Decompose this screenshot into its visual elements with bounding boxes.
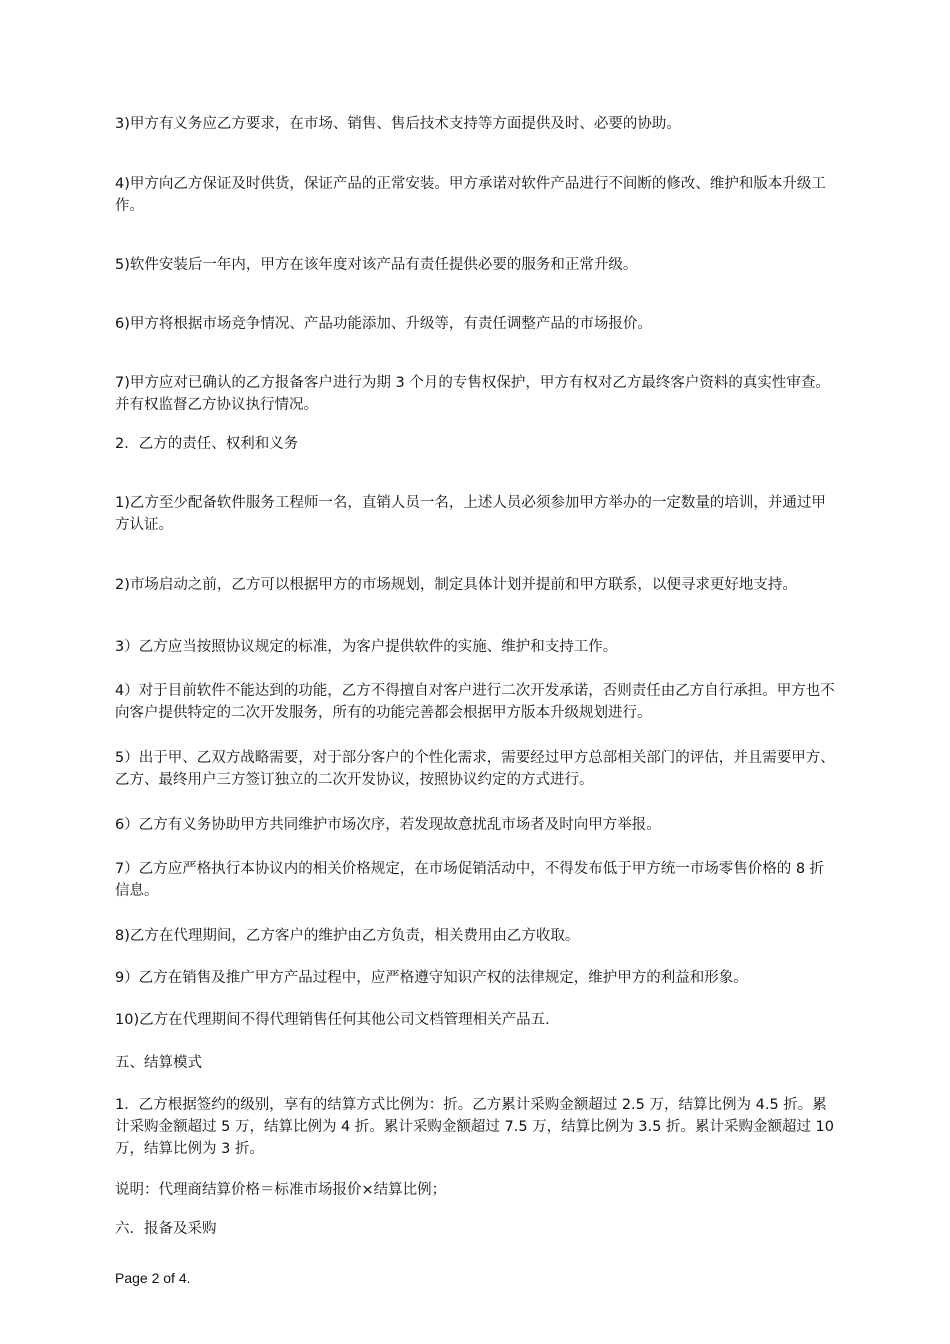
paragraph-party-a-6: 6)甲方将根据市场竞争情况、产品功能添加、升级等，有责任调整产品的市场报价。 <box>115 316 652 332</box>
paragraph-party-b-6: 6）乙方有义务协助甲方共同维护市场次序，若发现故意扰乱市场者及时向甲方举报。 <box>115 817 661 833</box>
paragraph-settlement-note: 说明：代理商结算价格＝标准市场报价×结算比例； <box>115 1182 447 1198</box>
paragraph-party-a-3: 3)甲方有义务应乙方要求，在市场、销售、售后技术支持等方面提供及时、必要的协助。 <box>115 116 681 132</box>
paragraph-party-b-4: 4）对于目前软件不能达到的功能，乙方不得擅自对客户进行二次开发承诺，否则责任由乙方自行承担。甲方也不向客户提供特定的二次开发服务，所有的功能完善都会根据甲方版本升级规划进行。 <box>115 683 835 721</box>
paragraph-party-b-1: 1)乙方至少配备软件服务工程师一名，直销人员一名，上述人员必须参加甲方举办的一定数量的培训，并通过甲方认证。 <box>115 495 826 533</box>
paragraph-party-a-7: 7)甲方应对已确认的乙方报备客户进行为期 3 个月的专售权保护，甲方有权对乙方最终客户资料的真实性审查。并有权监督乙方协议执行情况。 <box>115 375 830 413</box>
paragraph-settlement-1: 1．乙方根据签约的级别，享有的结算方式比例为：折。乙方累计采购金额超过 2.5 万，结算比例为 4.5 折。累计采购金额超过 5 万，结算比例为 4 折。累计采购金额超过 7.5 万，结算比例为 3.5 折。累计采购金额超过 10 万，结算比例为 3 折。 <box>115 1097 834 1157</box>
paragraph-party-b-9: 9）乙方在销售及推广甲方产品过程中，应严格遵守知识产权的法律规定，维护甲方的利益和形象。 <box>115 970 748 986</box>
paragraph-party-b-2: 2)市场启动之前，乙方可以根据甲方的市场规划，制定具体计划并提前和甲方联系，以便寻求更好地支持。 <box>115 577 797 593</box>
page-number-footer: Page 2 of 4. <box>115 1270 191 1286</box>
section-heading-reporting: 六．报备及采购 <box>115 1221 217 1237</box>
paragraph-party-b-10: 10)乙方在代理期间不得代理销售任何其他公司文档管理相关产品五． <box>115 1012 560 1028</box>
paragraph-party-a-5: 5)软件安装后一年内，甲方在该年度对该产品有责任提供必要的服务和正常升级。 <box>115 257 638 273</box>
paragraph-party-b-3: 3）乙方应当按照协议规定的标准，为客户提供软件的实施、维护和支持工作。 <box>115 639 618 655</box>
section-heading-party-b: 2．乙方的责任、权利和义务 <box>115 436 299 452</box>
paragraph-party-b-7: 7）乙方应严格执行本协议内的相关价格规定，在市场促销活动中，不得发布低于甲方统一市场零售价格的 8 折信息。 <box>115 861 825 899</box>
paragraph-party-b-8: 8)乙方在代理期间，乙方客户的维护由乙方负责，相关费用由乙方收取。 <box>115 928 580 944</box>
paragraph-party-b-5: 5）出于甲、乙双方战略需要，对于部分客户的个性化需求，需要经过甲方总部相关部门的评估，并且需要甲方、乙方、最终用户三方签订独立的二次开发协议，按照协议约定的方式进行。 <box>115 750 835 788</box>
section-heading-settlement: 五、结算模式 <box>115 1055 202 1071</box>
paragraph-party-a-4: 4)甲方向乙方保证及时供货，保证产品的正常安装。甲方承诺对软件产品进行不间断的修改、维护和版本升级工作。 <box>115 176 826 214</box>
